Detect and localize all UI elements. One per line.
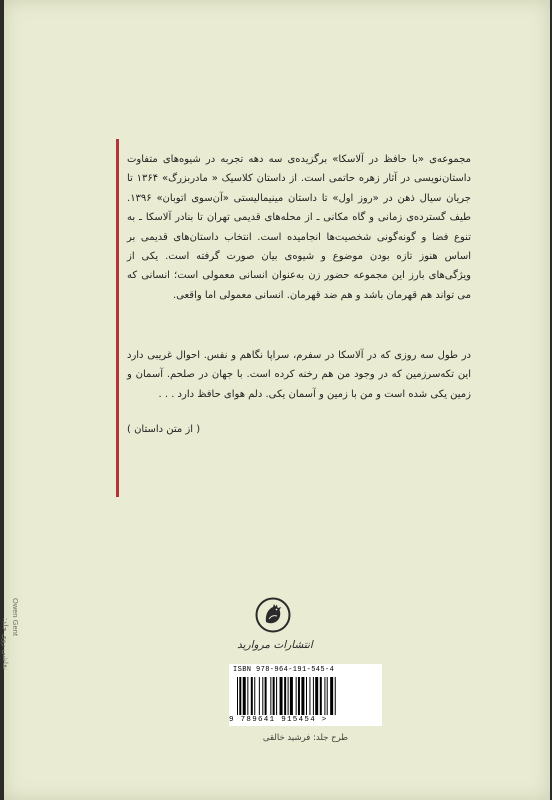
cover-art-credit-label: نقاشی روی جلد: [1,617,10,670]
barcode-bars [237,677,374,715]
accent-rule [116,139,119,497]
barcode [229,664,382,726]
back-cover [1,0,550,800]
publisher-name: انتشارات مروارید [237,639,313,651]
cover-art-credit-name: Owen Gent [11,598,20,636]
blurb-paragraph-2: در طول سه روزی که در آلاسکا در سفرم، سراپا نگاهم و نفس. احوال غریبی دارد این تکه‌سرزمین که در وجود من هم رخنه کرده است. با جهان در صلحم. آسمان و زمین یکی شده است و من با زمین و آسمان یکی. دلم هوای حافظ دارد . . . [127,350,471,400]
barcode-number: 9 789641 915454 > [229,716,328,724]
blurb-source: ( از متن داستان ) [127,424,201,435]
isbn-number: ISBN 978-964-191-545-4 [233,666,335,674]
blurb-paragraph-1: مجموعه‌ی «با حافظ در آلاسکا» برگزیده‌ی سه دهه تجربه در شیوه‌های متفاوت داستان‌نویسی در آثار زهره حاتمی است. از داستان کلاسیک « مادربزرگ» ۱۳۶۴ تا جریان سیال ذهن در «روز اول» تا داستان مینیمالیستی «آن‌سوی اتوبان» ۱۳۹۶. طیف گسترده‌ی زمانی و گاه مکانی ـ از محله‌های قدیمی تهران تا بنادر آلاسکا ـ به تنوع فضا و گونه‌گونی شخصیت‌ها انجامیده است. انتخاب داستان‌های قدیمی بر اساس هنوز تازه بودن موضوع و شیوه‌ی بیان صورت گرفته است. یکی از ویژگی‌های بارز این مجموعه حضور زن به‌عنوان انسانی معمولی است؛ انسانی که می تواند هم قهرمان باشد و هم ضد قهرمان. انسانی معمولی اما واقعی. [127,154,471,301]
cover-design-credit: طرح جلد: فرشید خالقی [262,733,349,743]
rooster-logo-icon [255,597,291,633]
